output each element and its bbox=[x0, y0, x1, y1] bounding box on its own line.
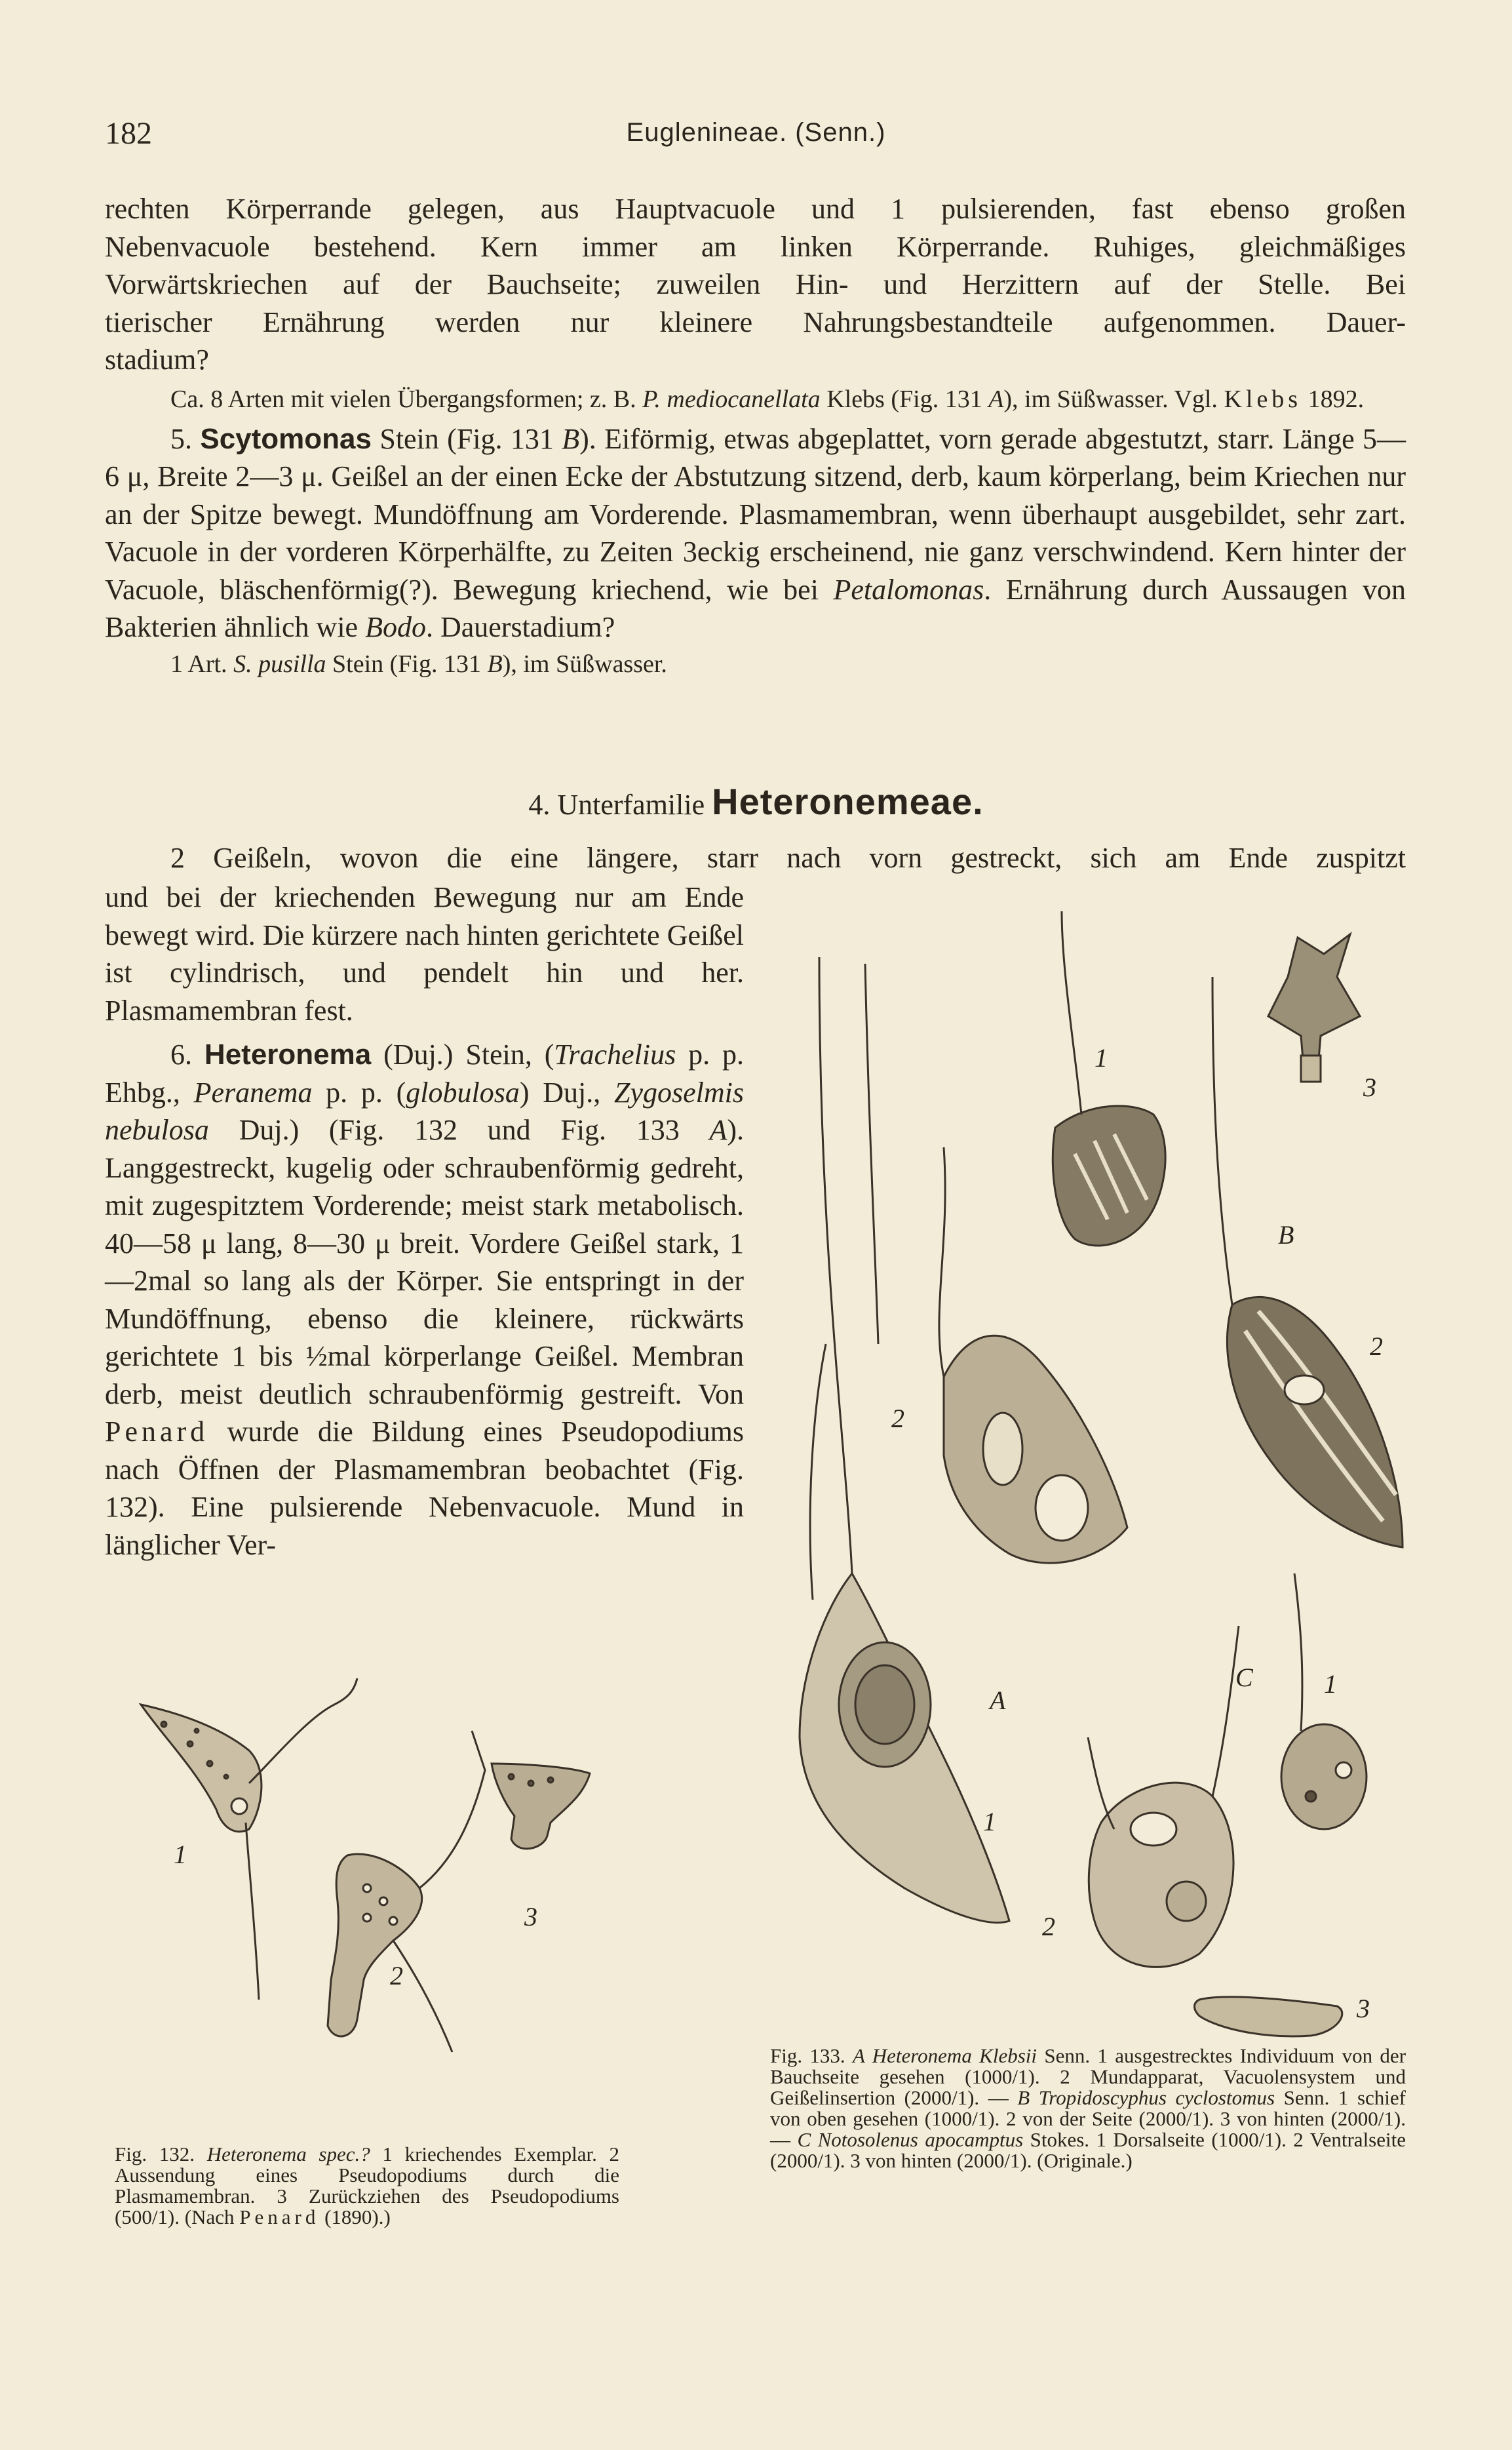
fig132-drawing-3 bbox=[492, 1764, 590, 1849]
text-run: Stokes. 1 Dorsalseite (1000/1). 2 Ventralseite (2000/1). 3 von hinten (2000/1). (Originale.) bbox=[770, 2128, 1406, 2172]
fig133-C-back bbox=[1195, 1997, 1342, 2036]
text-run: 1 kriechendes Exemplar. 2 Aussendung eines Pseudopodiums durch die Plasmamembran. 3 Zurückziehen des Pseudopodiums (500/1). (Nach bbox=[115, 2143, 619, 2228]
fig133-B-top bbox=[1268, 934, 1360, 1082]
text-line: 2 Geißeln, wovon die eine längere, starr nach vorn gestreckt, sich am Ende zuspitzt bbox=[170, 842, 1406, 874]
genus-ref: Bodo bbox=[365, 611, 426, 643]
fig132-label-3: 3 bbox=[524, 1902, 537, 1931]
intro-line: tierischer Ernährung werden nur kleinere Nahrungsbestandteile aufgenommen. Dauer- bbox=[105, 306, 1406, 338]
text-run: Klebs (Fig. 131 bbox=[820, 385, 989, 413]
text-run: . Ernährung durch Aussaugen von Bakterien ähnlich wie bbox=[105, 573, 1406, 643]
text-run: Fig. 133. bbox=[770, 2044, 853, 2067]
fig133-label-C1: 1 bbox=[1324, 1669, 1337, 1699]
text-run: Stein (Fig. 131 bbox=[372, 422, 562, 455]
text-run: . Dauerstadium? bbox=[425, 611, 615, 643]
fig133-caption bbox=[770, 2045, 1406, 2171]
fig133-C-dorsal bbox=[1281, 1573, 1367, 1829]
author-name: Penard bbox=[239, 2205, 320, 2228]
fig133-label-C: C bbox=[1235, 1663, 1253, 1692]
fig132-caption bbox=[115, 2144, 619, 2228]
text-run: p. p. ( bbox=[312, 1076, 406, 1109]
genus-name: Scytomonas bbox=[200, 422, 372, 455]
species-name: P. mediocanellata bbox=[642, 385, 821, 413]
intro-line: rechten Körperrande gelegen, aus Hauptvacuole und 1 pulsierenden, fast ebenso großen bbox=[105, 193, 1406, 225]
genus-number: 6. bbox=[170, 1038, 204, 1071]
fig132-label-1: 1 bbox=[174, 1840, 187, 1869]
species-name: Zygoselmis nebulosa bbox=[105, 1076, 744, 1146]
running-title: Euglenineae. (Senn.) bbox=[626, 118, 886, 147]
fig133-label-B2: 2 bbox=[1370, 1332, 1383, 1361]
text-run: 1 Art. bbox=[170, 650, 234, 678]
fig-ref: A bbox=[709, 1114, 727, 1146]
fig-ref: B bbox=[562, 422, 580, 455]
text-run: Duj.) (Fig. 132 und Fig. 133 bbox=[208, 1114, 710, 1146]
text-run: (1890).) bbox=[319, 2205, 391, 2228]
fig133-C-ventral bbox=[1088, 1626, 1239, 1967]
text-run: wurde die Bildung eines Pseudopodiums nach Öffnen der Plasmamembran beobachtet (Fig. 132). Eine pulsierende Nebenvacuole. Mund in länglicher Ver- bbox=[105, 1415, 744, 1561]
fig133-label-C2: 2 bbox=[1042, 1912, 1055, 1941]
fig133-label-C3: 3 bbox=[1357, 1994, 1370, 2023]
genus-name: Heteronema bbox=[204, 1038, 372, 1071]
genus-number: 5. bbox=[170, 422, 201, 455]
text-run: p. p. Ehbg., bbox=[105, 1038, 745, 1109]
author-name: Klebs bbox=[1224, 385, 1302, 413]
text-run: ). Langgestreckt, kugelig oder schraubenförmig gedreht, mit zugespitztem Vorderende; meist stark metabolisch. 40—58 μ lang, 8—30 μ breit. Vordere Geißel stark, 1—2mal so lang als der Körper. Sie entspringt in der Mundöffnung, ebenso die kleinere, rückwärts gerichtete 1 bis ½mal körperlange Geißel. Membran derb, meist deutlich schraubenförmig gestreift. Von bbox=[105, 1114, 744, 1410]
author-name: Penard bbox=[105, 1415, 209, 1448]
text-run: (Duj.) Stein, ( bbox=[371, 1038, 554, 1071]
text-run: ), im Süßwasser. Vgl. bbox=[1003, 385, 1224, 413]
text-run: Stein (Fig. 131 bbox=[326, 650, 488, 678]
heteronemeae-paragraph: und bei der kriechenden Bewegung nur am Ende bewegt wird. Die kürzere nach hinten gerichtete Geißel ist cylindrisch, und pendelt hin und her. Plasmamembran fest. bbox=[105, 881, 744, 1027]
fig133-B-side bbox=[1053, 911, 1165, 1246]
intro-line: stadium? bbox=[105, 344, 209, 376]
fig132-label-2: 2 bbox=[390, 1961, 403, 1990]
text-run: Senn. 1 schief von oben gesehen (1000/1). 2 von der Seite (2000/1). 3 von hinten (2000/1). — bbox=[770, 2086, 1406, 2151]
fig133-label-B3: 3 bbox=[1363, 1073, 1376, 1102]
genus-ref: Petalomonas bbox=[833, 573, 984, 606]
text-run: ) Duj., bbox=[519, 1076, 614, 1109]
species-name: globulosa bbox=[406, 1076, 520, 1109]
text-run: ). Eiförmig, etwas abgeplattet, vorn gerade abgestutzt, starr. Länge 5—6 μ, Breite 2—3 μ. Geißel an der einen Ecke der Abstutzung sitzend, derb, kaum körperlang, beim Kriechen nur an der Spitze bewegt. Mundöffnung am Vorderende. Plasmamembran, wenn überhaupt ausgebildet, sehr zart. Vacuole in der vorderen Körperhälfte, zu Zeiten 3eckig erscheinend, nie ganz verschwindend. Kern hinter der Vacuole, bläschenförmig(?). Bewegung kriechend, wie bei bbox=[105, 422, 1406, 606]
fig133-label-A-1: 1 bbox=[983, 1807, 996, 1836]
text-run: Senn. 1 ausgestrecktes Individuum von der Bauchseite gesehen (1000/1). 2 Mundapparat, Vacuolensystem und Geißelinsertion (2000/1). — bbox=[770, 2044, 1406, 2109]
species-name: S. pusilla bbox=[233, 650, 326, 678]
fig133-label-A1: 1 bbox=[1095, 1043, 1108, 1073]
text-run: 1892. bbox=[1302, 385, 1365, 413]
fig133-label-A: A bbox=[990, 1686, 1006, 1715]
fig-ref: B bbox=[487, 650, 503, 678]
species-name: Heteronema spec.? bbox=[206, 2143, 370, 2165]
page-number: 182 bbox=[105, 116, 152, 151]
intro-line: Vorwärtskriechen auf der Bauchseite; zuweilen Hin- und Herzittern auf der Stelle. Bei bbox=[105, 268, 1406, 300]
species-name: B Tropidoscyphus cyclostomus bbox=[1017, 2086, 1275, 2109]
intro-line: Nebenvacuole bestehend. Kern immer am linken Körperrande. Ruhiges, gleichmäßiges bbox=[105, 230, 1406, 263]
fig-ref: A bbox=[988, 385, 1004, 413]
genus-ref: Trachelius bbox=[554, 1038, 676, 1071]
section-prefix: 4. Unterfamilie bbox=[528, 789, 712, 821]
text-run: Ca. 8 Arten mit vielen Übergangsformen; z. B. bbox=[170, 385, 643, 413]
genus-ref: Peranema bbox=[193, 1076, 313, 1109]
fig132-drawing-2 bbox=[328, 1731, 485, 2052]
species-name: C Notosolenus apocamptus bbox=[797, 2128, 1024, 2151]
fig133-label-A2: 2 bbox=[891, 1404, 904, 1433]
text-run: ), im Süßwasser. bbox=[502, 650, 667, 678]
species-name: A Heteronema Klebsii bbox=[853, 2044, 1037, 2067]
text-run: Fig. 132. bbox=[115, 2143, 207, 2165]
section-name: Heteronemeae. bbox=[712, 781, 984, 822]
fig133-label-B: B bbox=[1278, 1220, 1294, 1250]
